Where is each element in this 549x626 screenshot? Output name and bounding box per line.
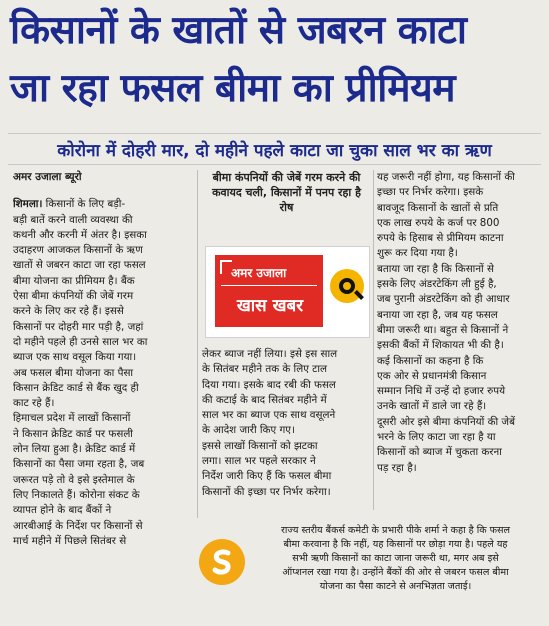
headline-line-1: किसानों के खातों से जबरन काटा (10, 8, 467, 53)
headline (10, 2, 540, 118)
logo-separator (221, 285, 317, 286)
article-text-line: किसानों को ब्याज में चुकता करना (377, 446, 502, 459)
article-text-line: बीमा योजना का प्रीमियम है। बैंक (13, 274, 135, 287)
article-text-line: ब्याज एक साथ वसूल किया गया। (13, 351, 137, 364)
article-text-line: उदाहरण आजकल किसानों के ऋण (13, 244, 143, 257)
s-logo-icon (199, 539, 245, 585)
article-text-line: बावजूद किसानों के खातों से प्रति (377, 201, 499, 214)
article-text-line: एक ओर से प्रधानमंत्री किसान (377, 369, 487, 382)
article-column-2 (202, 347, 370, 500)
khas-khabar-logo (205, 246, 370, 338)
callout-text (253, 524, 538, 594)
article-text-line: दो महीने पहले ही उनसे साल भर का (13, 335, 148, 348)
article-text-line: इससे लाखों किसानों को झटका (202, 439, 318, 452)
article-text-line: खातों से जबरन काटा जा रहा फसल (13, 259, 146, 272)
article-text-line: बनाया जा रहा है, जब यह फसल (377, 308, 498, 321)
article-text-line: इच्छा पर निर्भर करेगा। इसके (377, 186, 484, 199)
callout-text-line: बीमा करवाना है कि नहीं, यह किसानों पर छोड़ा गया है। पहले यह (283, 539, 508, 550)
article-text-line: निर्देश जारी किए हैं कि फसल बीमा (202, 470, 332, 483)
article-text-line: किसानों की इच्छा पर निर्भर करेगा। (202, 485, 331, 498)
callout-text-line: राज्य स्तरीय बैंकर्स कमेटी के प्रभारी पीके शर्मा ने कहा है कि फसल (280, 525, 511, 536)
article-text-line: यह जरूरी नहीं होगा, यह किसानों की (377, 171, 515, 183)
article-text-line: लगा। साल भर पहले सरकार ने (202, 455, 316, 468)
article-text-line: शिमला। किसानों के लिए बड़ी- (13, 198, 126, 211)
article-text-line: लिए निकालते हैं। कोरोना संकट के (13, 488, 140, 501)
article-text-line: बीमा जरूरी था। बहुत से किसानों ने (377, 323, 509, 336)
subheadline-bar (8, 133, 541, 165)
logo-red-panel (215, 255, 323, 327)
column-2-body (202, 347, 370, 500)
article-text-line: भरने के लिए काटा जा रहा है या (377, 431, 496, 444)
article-column-1 (13, 170, 194, 549)
article-text-line: लेकर ब्याज नहीं लिया। इसे इस साल (202, 348, 338, 360)
article-text-line: की कटाई के बाद सितंबर महीने में (202, 393, 327, 406)
article-text-line: किसान क्रेडिट कार्ड से बैंक खुद ही (13, 381, 139, 394)
article-text-line: आरबीआई के निर्देश पर किसानों से (13, 519, 143, 532)
article-text-line: के सितंबर महीने तक के लिए टाल (202, 363, 328, 376)
callout-text-line: सभी ऋणी किसानों का काटा जाना जरूरी था, मगर अब इसे (292, 553, 499, 564)
article-text-line: उनके खातों में डाले जा रहे हैं। (377, 400, 487, 413)
magnifier-icon (330, 269, 364, 303)
logo-title: खास खबर (236, 296, 304, 316)
subheadline: कोरोना में दोहरी मार, दो महीने पहले काटा जा चुका साल भर का ऋण (57, 140, 492, 161)
headline-line-2: जा रहा फसल बीमा का प्रीमियम (10, 66, 456, 111)
article-text-line: किसानों पर दोहरी मार पड़ी है, जहां (13, 320, 144, 333)
article-text-line: एक लाख रुपये के कर्ज पर 800 (377, 216, 500, 229)
callout-text-line: योजना का पैसा काटने से अनभिज्ञता जताई। (319, 581, 472, 592)
article-text-line: हिमाचल प्रदेश में लाखों किसानों (13, 412, 131, 425)
article-text-line: अब फसल बीमा योजना का पैसा (13, 366, 134, 379)
article-text-line: सम्मान निधि में उन्हें दो हजार रुपये (377, 385, 506, 398)
column-1-body (13, 197, 194, 549)
article-text-line: इसकी बैंकों में शिकायत भी की है। (377, 339, 504, 352)
article-text-line: मार्च महीने में पिछले सितंबर से (13, 534, 127, 547)
article-text-line: जरूरत पड़े तो वे इसे इस्तेमाल के (13, 473, 135, 486)
article-text-line: इसके लिए अंडरटेकिंग ली हुई है, (377, 278, 497, 291)
logo-brand-name: अमर उजाला (231, 266, 287, 280)
article-text-line: कथनी और करनी में अंतर है। इसका (13, 228, 147, 241)
article-text-line: व्यापत होने के बाद बैंकों ने (13, 504, 112, 517)
article-text-line: साल भर का ब्याज एक साथ वसूलने (202, 409, 336, 422)
official-statement-callout (193, 518, 543, 610)
column-3-body (377, 170, 541, 476)
article-text-line: करने के लिए कर रहे हैं। इससे (13, 305, 124, 318)
byline: अमर उजाला ब्यूरो (13, 171, 82, 183)
callout-text-line: ऑप्शनल रखा गया है। उन्होंने बैंकों की ओर से जबरन फसल बीमा (282, 567, 509, 578)
article-text-line: बताया जा रहा है कि किसानों से (377, 262, 494, 275)
article-text-line: लोन लिया हुआ है। क्रेडिट कार्ड में (13, 443, 136, 456)
article-text-line: काट रहे हैं। (13, 397, 55, 410)
article-text-line: ऐसा बीमा कंपनियों की जेबें गरम (13, 290, 134, 303)
article-text-line: पड़ रहा है। (377, 461, 417, 474)
article-column-3 (377, 170, 541, 476)
article-text-line: किसानों का पैसा जमा रहता है, जब (13, 458, 145, 471)
article-text-line: दूसरी ओर इसे बीमा कंपनियों की जेबें (377, 415, 515, 428)
article-text-line: ने किसान क्रेडिट कार्ड पर फसली (13, 427, 133, 440)
article-text-line: दिया गया। इसके बाद रबी की फसल (202, 378, 336, 391)
article-text-line: शुरू कर दिया गया है। (377, 247, 458, 260)
column-divider-2 (373, 170, 374, 510)
article-text-line: रुपये के हिसाब से प्रीमियम काटना (377, 232, 504, 245)
article-text-line: बड़ी बातें करने वाली व्यवस्था की (13, 213, 133, 226)
article-text-line: जब पुरानी अंडरटेकिंग को ही आधार (377, 293, 510, 306)
article-text-line: कई किसानों का कहना है कि (377, 354, 484, 367)
pull-quote: बीमा कंपनियों की जेबें गरम करने की कवायद चली, किसानों में पनप रहा है रोष (212, 171, 361, 214)
article-text-line: के आदेश जारी किए गए। (202, 424, 295, 437)
